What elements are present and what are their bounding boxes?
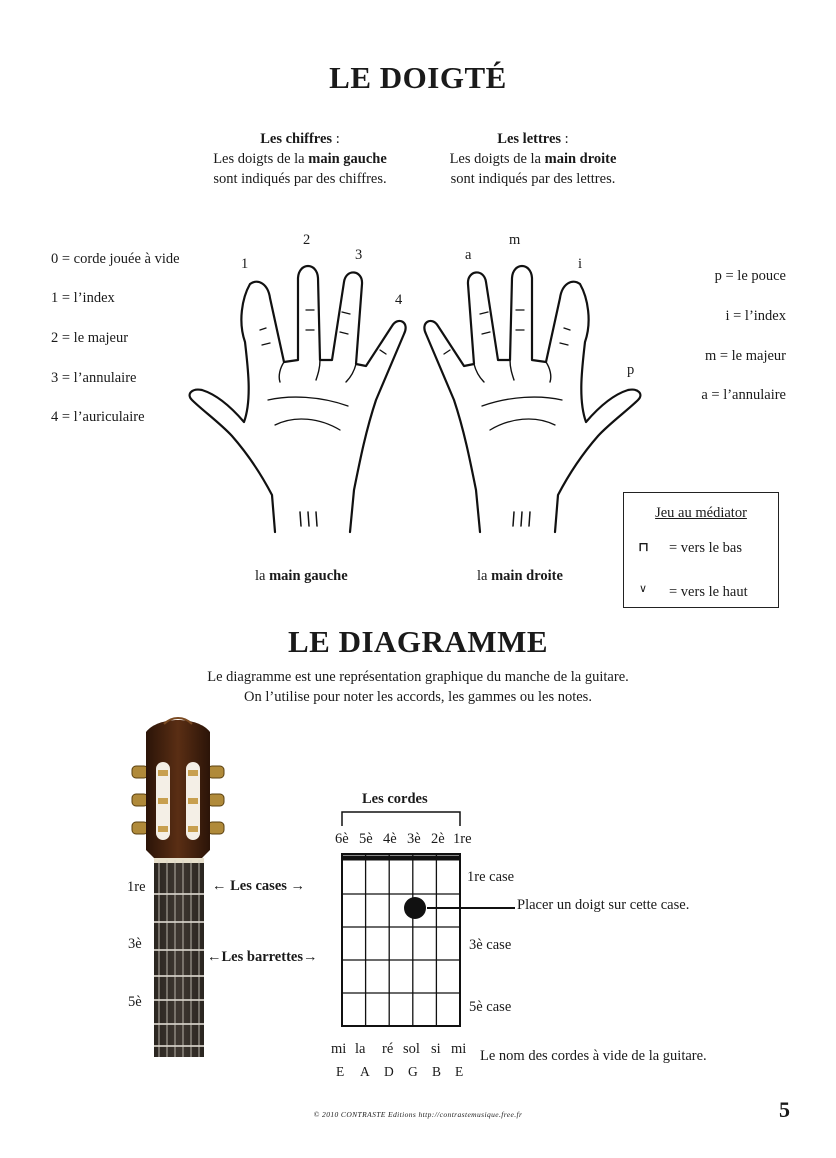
left-finger-4: 4 xyxy=(395,292,403,308)
right-legend-1: i = l’index xyxy=(725,308,786,324)
dot-pointer-line xyxy=(427,907,515,909)
arrow-left-icon: ← xyxy=(207,949,222,965)
string-letter-6: E xyxy=(336,1064,345,1079)
string-letter-5: A xyxy=(360,1064,370,1079)
up-stroke-icon: ∨ xyxy=(639,583,648,595)
case-label-3e: 3è case xyxy=(469,937,512,953)
chiffres-heading: Les chiffres xyxy=(260,131,333,147)
right-finger-a: a xyxy=(465,247,472,263)
diagram-intro-2: On l’utilise pour noter les accords, les gammes ou les notes. xyxy=(244,689,592,705)
string-letter-2: B xyxy=(432,1064,442,1079)
diagram-intro-1: Le diagramme est une représentation graphique du manche de la guitare. xyxy=(207,669,629,685)
barrettes-text: Les barrettes xyxy=(221,949,303,965)
chiffres-line2: sont indiqués par des chiffres. xyxy=(213,171,387,187)
string-letter-1: E xyxy=(455,1064,464,1079)
hands-illustration xyxy=(180,250,650,555)
mediator-down: = vers le bas xyxy=(669,540,743,556)
string-name-2: si xyxy=(431,1041,441,1057)
lettres-colon: : xyxy=(561,131,569,147)
left-caption-pre: la xyxy=(255,568,270,584)
right-finger-p: p xyxy=(627,362,635,378)
string-names xyxy=(330,1039,476,1059)
left-legend-2: 2 = le majeur xyxy=(51,330,129,346)
string-name-6: mi xyxy=(331,1041,347,1057)
string-letter-3: G xyxy=(408,1064,418,1079)
right-hand-drawing xyxy=(424,266,640,532)
string-name-4: ré xyxy=(382,1041,394,1057)
lettres-line2: sont indiqués par des lettres. xyxy=(450,171,616,187)
open-strings-label: Le nom des cordes à vide de la guitare. xyxy=(480,1048,707,1064)
left-hand-caption xyxy=(255,566,348,586)
finger-dot xyxy=(404,897,426,919)
page-title: LE DOIGTÉ xyxy=(329,60,507,95)
down-stroke-icon: ⊓ xyxy=(638,539,649,554)
case-label-5e: 5è case xyxy=(469,999,512,1015)
arrow-right-icon: → xyxy=(290,878,306,894)
right-caption-bold: main droite xyxy=(491,568,563,584)
string-num-3: 3è xyxy=(407,831,421,847)
mediator-title: Jeu au médiator xyxy=(655,505,747,521)
string-num-6: 6è xyxy=(335,831,349,847)
left-legend-1: 1 = l’index xyxy=(51,290,115,306)
chord-diagram xyxy=(338,850,464,1030)
chiffres-line1-bold: main gauche xyxy=(308,151,387,167)
barrettes-label xyxy=(207,947,317,967)
arrow-right-icon: → xyxy=(302,949,318,965)
left-legend-4: 4 = l’auriculaire xyxy=(51,409,145,425)
arrow-left-icon: ← xyxy=(212,878,227,894)
right-hand-caption xyxy=(477,566,563,586)
lettres-line1-bold: main droite xyxy=(544,151,617,167)
right-legend-3: a = l’annulaire xyxy=(701,387,786,403)
cordes-label: Les cordes xyxy=(362,791,428,807)
left-legend-0: 0 = corde jouée à vide xyxy=(51,251,180,267)
left-finger-2: 2 xyxy=(303,232,311,248)
right-legend-0: p = le pouce xyxy=(714,268,786,284)
case-label-1re: 1re case xyxy=(467,869,515,885)
string-num-1: 1re xyxy=(453,831,472,847)
right-finger-m: m xyxy=(509,232,521,248)
neck-label-1re: 1re xyxy=(127,879,146,895)
left-finger-3: 3 xyxy=(355,247,363,263)
cases-label xyxy=(212,876,305,896)
footer-copyright: © 2010 CONTRASTE Editions http://contrastemusique.free.fr xyxy=(313,1110,523,1119)
lettres-line1: Les doigts de la xyxy=(449,151,545,167)
dot-label: Placer un doigt sur cette case. xyxy=(517,897,690,913)
cordes-bracket xyxy=(340,808,462,828)
right-finger-i: i xyxy=(578,256,583,272)
left-caption-bold: main gauche xyxy=(269,568,348,584)
right-caption-pre: la xyxy=(477,568,492,584)
mediator-up: = vers le haut xyxy=(669,584,748,600)
string-num-4: 4è xyxy=(383,831,397,847)
left-legend-3: 3 = l’annulaire xyxy=(51,370,137,386)
page-number: 5 xyxy=(779,1097,790,1122)
string-name-3: sol xyxy=(403,1041,420,1057)
chiffres-colon: : xyxy=(332,131,340,147)
string-letter-4: D xyxy=(384,1064,394,1079)
lettres-block xyxy=(413,129,653,189)
string-name-5: la xyxy=(355,1041,366,1057)
lettres-heading: Les lettres xyxy=(497,131,562,147)
string-name-1: mi xyxy=(451,1041,467,1057)
string-num-2: 2è xyxy=(431,831,445,847)
neck-label-3e: 3è xyxy=(128,936,142,952)
string-num-5: 5è xyxy=(359,831,373,847)
string-letters xyxy=(333,1064,479,1084)
diagram-title: LE DIAGRAMME xyxy=(287,624,549,659)
chiffres-block xyxy=(180,129,420,189)
left-finger-1: 1 xyxy=(241,256,249,272)
mediator-box xyxy=(623,492,779,608)
right-legend-2: m = le majeur xyxy=(704,348,786,364)
left-hand-drawing xyxy=(190,266,406,532)
neck-label-5e: 5è xyxy=(128,994,142,1010)
chiffres-line1: Les doigts de la xyxy=(213,151,309,167)
cases-text: Les cases xyxy=(230,878,287,894)
